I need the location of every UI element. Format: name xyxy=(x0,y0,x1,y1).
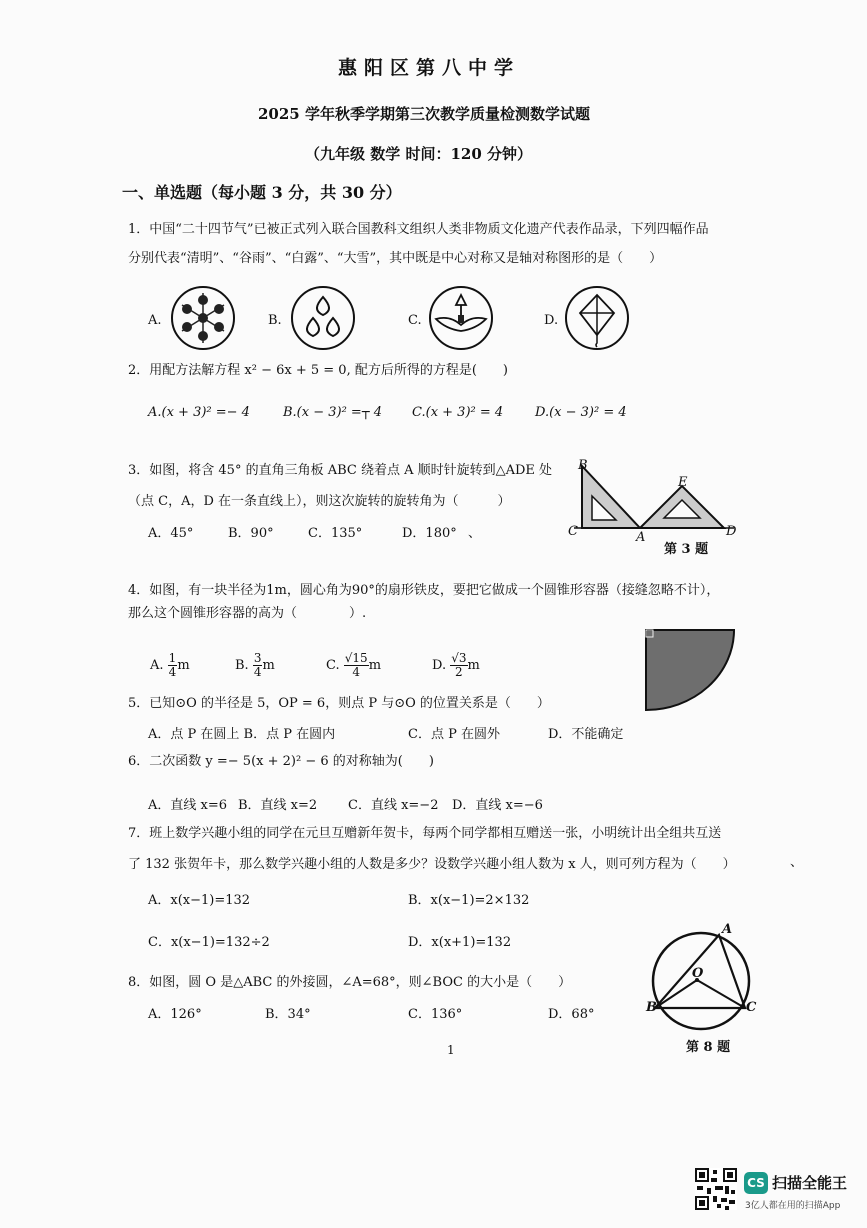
q3-option-c: C．135° xyxy=(308,526,363,541)
q3-option-a: A．45° xyxy=(148,526,194,541)
q3-figure xyxy=(568,456,748,536)
q7-option-a: A．x(x−1)=132 xyxy=(148,893,251,908)
q3-figure-caption: 第 3 题 xyxy=(664,542,709,557)
section-title: 一、单选题（每小题 3 分，共 30 分） xyxy=(122,183,402,202)
q8-option-c: C．136° xyxy=(408,1007,463,1022)
q4-option-d-label: D. xyxy=(432,658,447,673)
q1-option-d-label: D. xyxy=(544,313,559,328)
q4-option-b-numerator: 3 xyxy=(253,651,262,665)
q3-fig-label-d: D xyxy=(726,524,737,539)
q4-option-c-denominator: 4 xyxy=(352,665,361,679)
q3-fig-label-c: C xyxy=(568,524,578,539)
q7-option-c: C．x(x−1)=132÷2 xyxy=(148,935,270,950)
q4-option-b xyxy=(235,652,275,679)
q7-stray-mark: 、 xyxy=(790,855,804,870)
q5-stem: 5．已知⊙O 的半径是 5，OP = 6，则点 P 与⊙O 的位置关系是（ ） xyxy=(128,696,550,711)
q5-option-d: D．不能确定 xyxy=(548,727,624,742)
school-name: 惠阳区第八中学 xyxy=(338,57,521,79)
exam-subtitle: （九年级 数学 时间：120 分钟） xyxy=(305,145,532,163)
exam-title: 2025 学年秋季学期第三次教学质量检测数学试题 xyxy=(258,105,590,123)
q8-option-a: A．126° xyxy=(148,1007,202,1022)
q1-option-b-label: B. xyxy=(268,313,282,328)
q4-option-a-label: A. xyxy=(150,658,164,673)
q4-option-b-denominator: 4 xyxy=(253,665,262,679)
q4-option-d-numerator: √3 xyxy=(451,651,467,665)
q4-option-a-numerator: 1 xyxy=(168,651,177,665)
q3-stem-line1: 3．如图，将含 45° 的直角三角板 ABC 绕着点 A 顺时针旋转到△ADE 处 xyxy=(128,463,553,478)
q6-option-c: C．直线 x=−2 xyxy=(348,798,439,813)
q7-option-d: D．x(x+1)=132 xyxy=(408,935,512,950)
q4-option-d-fraction xyxy=(450,652,467,679)
scanner-app-name: 扫描全能王 xyxy=(772,1174,848,1192)
q1-figure-a xyxy=(170,285,236,351)
scanner-app-icon: CS xyxy=(744,1172,768,1194)
q4-option-c xyxy=(326,652,381,679)
q8-fig-label-o: O xyxy=(692,966,704,981)
q4-option-a-unit: m xyxy=(177,658,190,673)
q3-option-d: D．180° xyxy=(402,526,457,541)
q1-figure-d xyxy=(564,285,630,351)
q4-option-b-unit: m xyxy=(262,658,275,673)
qr-code-icon xyxy=(695,1168,737,1210)
q3-stem-line2: （点 C，A，D 在一条直线上），则这次旋转的旋转角为（ ） xyxy=(128,494,511,509)
q4-option-c-unit: m xyxy=(368,658,382,673)
q2-option-d: D.(x − 3)² = 4 xyxy=(535,405,627,420)
q1-figure-b xyxy=(290,285,356,351)
q8-fig-label-a: A xyxy=(722,922,733,937)
q7-stem-line2: 了 132 张贺年卡，那么数学兴趣小组的人数是多少？设数学兴趣小组人数为 x 人，则可列方程为（ ） xyxy=(128,857,736,872)
q8-figure-caption: 第 8 题 xyxy=(686,1040,731,1055)
q5-options-a-b: A．点 P 在圆上 B．点 P 在圆内 xyxy=(148,727,336,742)
q3-fig-label-b: B xyxy=(578,458,588,473)
q7-option-b: B．x(x−1)=2×132 xyxy=(408,893,530,908)
q6-option-b: B．直线 x=2 xyxy=(238,798,318,813)
q5-option-c: C．点 P 在圆外 xyxy=(408,727,500,742)
q4-option-a-fraction xyxy=(168,652,178,679)
q4-option-d-denominator: 2 xyxy=(455,665,463,679)
q8-option-b: B．34° xyxy=(265,1007,311,1022)
q1-stem-line1: 1．中国“二十四节气”已被正式列入联合国教科文组织人类非物质文化遗产代表作品录，下列四幅作品 xyxy=(128,222,709,237)
q4-stem-line1: 4．如图，有一块半径为1m，圆心角为90°的扇形铁皮，要把它做成一个圆锥形容器（接缝忽略不计）， xyxy=(128,583,720,598)
q4-option-c-label: C. xyxy=(326,658,340,673)
q2-option-a: A.(x + 3)² =− 4 xyxy=(148,405,250,420)
q6-option-a: A．直线 x=6 xyxy=(148,798,228,813)
q7-stem-line1: 7．班上数学兴趣小组的同学在元旦互赠新年贺卡，每两个同学都相互赠送一张，小明统计出全组共互送 xyxy=(128,826,722,841)
q6-stem: 6．二次函数 y =− 5(x + 2)² − 6 的对称轴为( ) xyxy=(128,754,434,769)
scanner-app-tagline: 3亿人都在用的扫描App xyxy=(745,1201,841,1211)
q3-fig-label-a: A xyxy=(636,530,646,545)
q4-stem-line2: 那么这个圆锥形容器的高为（ ）. xyxy=(128,606,367,621)
q4-option-b-label: B. xyxy=(235,658,249,673)
q4-option-d-unit: m xyxy=(467,658,480,673)
q4-sector-figure xyxy=(642,628,738,712)
q8-option-d: D．68° xyxy=(548,1007,595,1022)
q4-option-a xyxy=(150,652,190,679)
q1-option-a-label: A. xyxy=(148,313,162,328)
q3-option-b: B．90° xyxy=(228,526,274,541)
page-number: 1 xyxy=(447,1043,455,1057)
q6-option-d: D．直线 x=−6 xyxy=(452,798,543,813)
q1-figure-c xyxy=(428,285,494,351)
q4-option-d xyxy=(432,652,480,679)
q1-option-c-label: C. xyxy=(408,313,422,328)
q2-stem: 2．用配方法解方程 x² − 6x + 5 = 0, 配方后所得的方程是( ) xyxy=(128,363,508,378)
q4-option-c-fraction xyxy=(344,652,369,679)
q4-option-a-denominator: 4 xyxy=(168,665,177,679)
q1-stem-line2: 分别代表“清明”、“谷雨”、“白露”、“大雪”，其中既是中心对称又是轴对称图形的是（ ） xyxy=(128,251,663,266)
q8-fig-label-c: C xyxy=(746,1000,757,1015)
q8-fig-label-b: B xyxy=(646,1000,657,1015)
q2-option-c: C.(x + 3)² = 4 xyxy=(412,405,504,420)
q3-stray-mark: 、 xyxy=(468,526,482,541)
q8-stem: 8．如图，圆 O 是△ABC 的外接圆，∠A=68°，则∠BOC 的大小是（ ） xyxy=(128,975,572,990)
q4-option-c-numerator: √15 xyxy=(344,651,368,665)
q2-option-b: B.(x − 3)² =┬ 4 xyxy=(283,405,383,420)
q3-fig-label-e: E xyxy=(678,475,688,490)
